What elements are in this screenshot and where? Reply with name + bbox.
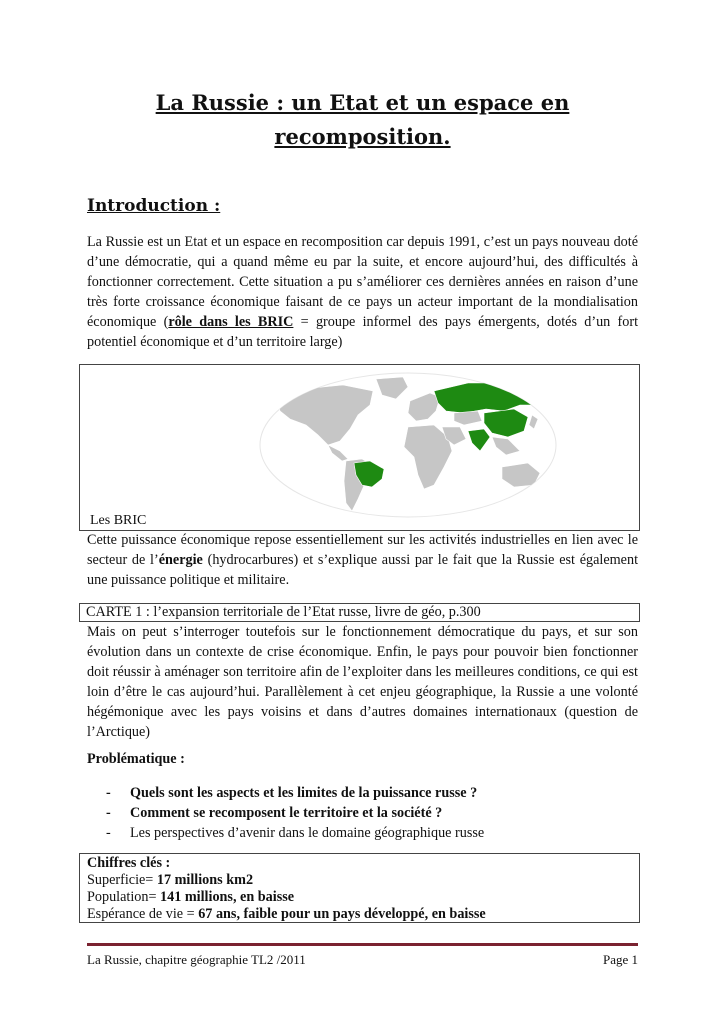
list-item: - Quels sont les aspects et les limites de la puissance russe ? [100,783,484,803]
world-map-image [258,371,558,519]
list-item: - Comment se recomposent le territoire et la société ? [100,803,484,823]
bric-map-figure [79,364,640,531]
economy-text-2: (hydrocarbures) et s’explique aussi par le fait que la Russie est également une puissance politique et militaire. [87,552,639,588]
key-figures-heading: Chiffres clés : [87,855,171,871]
map-caption: Les BRIC [90,513,147,528]
population-value: 141 millions, en baisse [160,889,295,905]
economy-paragraph [87,530,638,590]
footer-chapter: La Russie, chapitre géographie TL2 /2011 [87,952,306,967]
title-line-2: recomposition. [274,124,451,149]
intro-text-2: = groupe informel des pays émergents, dotés d’un fort potentiel économique et d’un territoire large) [87,314,639,350]
bric-term: rôle dans les BRIC [168,314,294,330]
carte-reference-box: CARTE 1 : l’expansion territoriale de l’Etat russe, livre de géo, p.300 [79,603,640,622]
intro-paragraph [87,232,638,352]
economy-text-1: Cette puissance économique repose essentiellement sur les activités industrielles en lien avec le secteur de l’ [87,532,638,568]
footer-divider [87,943,638,946]
esperance-row [87,906,639,923]
list-item: - Les perspectives d’avenir dans le domaine géographique russe [100,823,484,843]
intro-heading: Introduction : [87,196,221,216]
intro-text-1: La Russie est un Etat et un espace en recomposition car depuis 1991, c’est un pays nouveau doté d’une démocratie, qui a quand même eu par la suite, et encore aujourd’hui, des difficultés à fonctionner correctement. Cette situation a pu s’améliorer ces dernières années en raison d’une très forte croissance économique faisant de ce pays un acteur important de la mondialisation économique ( [87,234,638,330]
esperance-value: 67 ans, faible pour un pays développé, en baisse [198,906,486,922]
title-line-1: La Russie : un Etat et un espace en [155,90,570,115]
problematique-heading: Problématique : [87,751,185,767]
energy-term: énergie [158,552,203,568]
esperance-label: Espérance de vie = [87,906,199,922]
superficie-label: Superficie= [87,872,157,888]
page-title [120,86,605,154]
superficie-value: 17 millions km2 [156,872,254,888]
issues-paragraph: Mais on peut s’interroger toutefois sur le fonctionnement démocratique du pays, et sur son évolution dans un contexte de crise économique. Enfin, le pays pour pouvoir bien fonctionner doit réussir à aménager son territoire afin de l’exploiter dans les meilleures conditions, ce qui est loin d’être le cas aujourd’hui. Parallèlement à cet enjeu géographique, la Russie a une volonté hégémonique avec les pays voisins et dans d’autres domaines internationaux (question de l’Arctique) [87,624,638,740]
population-label: Population= [87,889,161,905]
key-figures-box [79,853,640,923]
footer-page-number: Page 1 [602,952,638,967]
superficie-row [87,872,639,889]
population-row [87,889,639,906]
problematique-list [100,783,484,843]
